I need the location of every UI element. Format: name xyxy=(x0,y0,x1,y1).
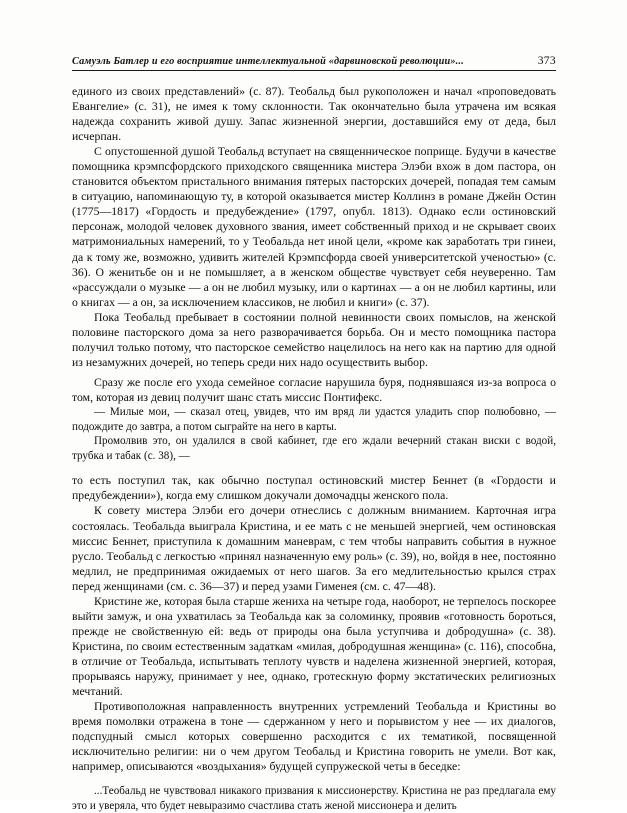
paragraph: Противоположная направленность внутренних устремлений Теобальда и Кристины во время помолвки отражена в тоне — сдержанном у него и порывистом у нее — их диалогов, подспудный смысл которых совершенно расходится с их тематикой, посвященной исключительно религии: ни о чем другом Теобальд и Кристина говорить не умели. Вот как, например, описываются «воздыхания» будущей супружеской четы в беседке: xyxy=(72,700,556,774)
page-number: 373 xyxy=(537,54,556,67)
running-header xyxy=(72,54,556,69)
header-rule-divider xyxy=(72,70,556,71)
paragraph-continued: единого из своих представлений» (с. 87). Теобальд был рукоположен и начал «проповедовать Евангелие» (с. 31), не имея к тому склонности. Так окончательно была утрачена им всякая надежда сохранить живой душу. Запас жизненной энергии, доставшийся ему от деда, был исчерпан. xyxy=(72,85,556,144)
block-quote-line: — Милые мои, — сказал отец, увидев, что им вряд ли удастся уладить спор полюбовно, — подождите до завтра, а потом сыграйте на него в карты. xyxy=(72,405,556,433)
paragraph: К совету мистера Элэби его дочери отнеслись с должным вниманием. Карточная игра состоялась. Теобальда выиграла Кристина, и ее мать с не меньшей энергией, чем остиновская миссис Беннет, приступила к домашним маневрам, с тем чтобы направить события в нужное русло. Теобальд с легкостью «принял назначенную ему роль» (с. 39), но, войдя в нее, постоянно медлил, не предпринимая ожидаемых от него шагов. За его медлительностью крылся страх перед женщинами (см. с. 36—37) и перед узами Гименея (см. с. 47—48). xyxy=(72,504,556,593)
quote-spacer xyxy=(72,774,556,784)
paragraph: Сразу же после его ухода семейное согласие нарушила буря, поднявшаяся из-за вопроса о том, которая из девиц получит шанс стать миссис Понтифекс. xyxy=(72,375,556,404)
block-quote-line: Промолвив это, он удалился в свой кабинет, где его ждали вечерний стакан виски с водой, трубка и табак (с. 38), — xyxy=(72,435,556,462)
paragraph: С опустошенной душой Теобальд вступает на священническое поприще. Будучи в качестве помощника крэмпсфордского приходского священника мистера Элэби вхож в дом пастора, он становится объектом пристального внимания пятерых пасторских дочерей, попадая тем самым в ситуацию, напоминающую ту, в которой оказывается мистер Коллинз в романе Джейн Остин (1775—1817) «Гордость и предубеждение» (1797, опубл. 1813). Однако если остиновский персонаж, молодой человек духовного звания, имеет собственный приход и не скрывает своих матримониальных намерений, то у Теобальда нет иной цели, «кроме как заработать три гинеи, да к тому же, возможно, удивить жителей Крэмпсфорда своей университетской ученостью» (с. 36). О женитьбе он и не помышляет, а в женском обществе чувствует себя неуверенно. Там «рассуждали о музыке — а он не любил музыку, или о картинах — а он не любил картины, или о книгах — а он, за исключением классиков, не любил и книги» (с. 37). xyxy=(72,145,556,309)
page-content-area xyxy=(72,54,556,813)
paragraph: Кристине же, которая была старше жениха на четыре года, наоборот, не терпелось поскорее выйти замуж, и она ухватилась за Теобальда как за соломинку, проявив «готовность бороться, прежде не свойственную ей: ведь от природы она была уступчива и добродушна» (с. 38). Кристина, по своим естественным задаткам «милая, добродушная женщина» (с. 116), способна, в отличие от Теобальда, испытывать теплоту чувств и наделена жизненной энергией, которая, прорываясь наружу, принимает у нее, однако, гротескную форму экстатических религиозных мечтаний. xyxy=(72,594,556,699)
block-quote-line: ...Теобальд не чувствовал никакого призвания к миссионерству. Кристина не раз предлагала ему это и уверяла, что будет невыразимо счастлива стать женой миссионера и делить xyxy=(72,785,556,812)
running-header-title: Самуэль Батлер и его восприятие интеллектуальной «дарвиновской революции»... xyxy=(72,56,464,67)
body-text-block xyxy=(72,84,556,813)
paragraph-resumed: то есть поступил так, как обычно поступал остиновский мистер Беннет (в «Гордости и предубеждении»), когда ему слишком докучали домочадцы женского пола. xyxy=(72,474,556,503)
paragraph: Пока Теобальд пребывает в состоянии полной невинности своих помыслов, на женской половине пасторского дома за него разворачивается борьба. Он и место помощника пастора получил только потому, что пасторское семейство нацелилось на него как на партию для одной из незамужних дочерей, но теперь среди них надо осуществить выбор. xyxy=(72,310,556,369)
quote-spacer xyxy=(72,463,556,473)
